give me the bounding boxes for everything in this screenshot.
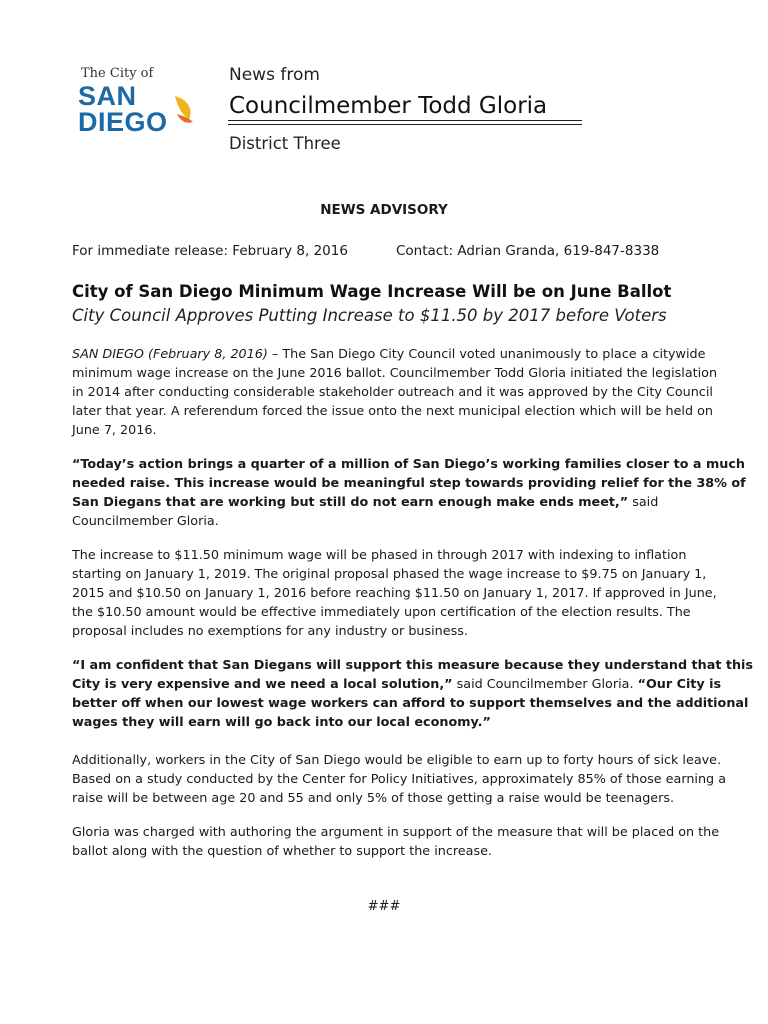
subheadline: City Council Approves Putting Increase to $11.50 by 2017 before Voters xyxy=(72,306,667,325)
release-date: For immediate release: February 8, 2016 xyxy=(72,243,348,259)
news-advisory-title: NEWS ADVISORY xyxy=(320,202,448,218)
paragraph-quote-2 xyxy=(72,656,753,732)
p3-line-3: 2015 and $10.50 on January 1, 2016 before reaching $11.50 on January 1, 2017. If approved in June, xyxy=(72,586,717,601)
p2-line-4: Councilmember Gloria. xyxy=(72,514,219,529)
p2-line-1: “Today’s action brings a quarter of a million of San Diego’s working families closer to a much xyxy=(72,457,745,472)
logo-small-text: The City of xyxy=(81,66,154,81)
p4-line-3: better off when our lowest wage workers can afford to support themselves and the additional xyxy=(72,696,749,711)
logo-line-san: SAN xyxy=(78,81,137,111)
p2-line-3: San Diegans that are working but still do not earn enough make ends meet,” xyxy=(72,495,629,510)
p5-line-1: Additionally, workers in the City of San Diego would be eligible to earn up to forty hours of sick leave. xyxy=(72,753,722,768)
p1-line-5: June 7, 2016. xyxy=(72,423,157,438)
city-of-san-diego-logo xyxy=(78,66,204,142)
p1-line-3: in 2014 after conducting considerable stakeholder outreach and it was approved by the City Council xyxy=(72,385,713,400)
p6-line-1: Gloria was charged with authoring the argument in support of the measure that will be placed on the xyxy=(72,825,720,840)
paragraph-sick-leave xyxy=(72,751,727,808)
p4-line-2b: said Councilmember Gloria. xyxy=(452,677,638,692)
p5-line-2: Based on a study conducted by the Center for Policy Initiatives, approximately 85% of those earning a xyxy=(72,772,727,787)
district-label: District Three xyxy=(229,134,341,153)
news-from-label: News from xyxy=(229,65,320,85)
p4-line-2a: City is very expensive and we need a local solution,” xyxy=(72,677,453,692)
p4-line-2c: “Our City is xyxy=(637,677,722,692)
paragraph-intro xyxy=(72,345,718,440)
logo-line-diego: DIEGO xyxy=(78,107,168,137)
p2-line-2: needed raise. This increase would be meaningful step towards providing relief for the 38% of xyxy=(72,476,746,491)
contact-info: Contact: Adrian Granda, 619-847-8338 xyxy=(396,243,660,259)
dateline: SAN DIEGO (February 8, 2016) xyxy=(72,347,268,362)
p4-line-4: wages they will earn will go back into our local economy.” xyxy=(72,715,491,730)
p1-line-4: later that year. A referendum forced the issue onto the next municipal election which will be held on xyxy=(72,404,713,419)
headline: City of San Diego Minimum Wage Increase Will be on June Ballot xyxy=(72,282,672,301)
header-rule-top xyxy=(228,120,582,121)
p2-said: said xyxy=(628,495,659,510)
p3-line-4: the $10.50 amount would be effective immediately upon certification of the election results. The xyxy=(72,605,691,620)
councilmember-name: Councilmember Todd Gloria xyxy=(229,93,548,119)
sun-sail-icon xyxy=(173,94,197,128)
p5-line-3: raise will be between age 20 and 55 and only 5% of those getting a raise would be teenagers. xyxy=(72,791,675,806)
paragraph-phase-in xyxy=(72,546,717,641)
p3-line-2: starting on January 1, 2019. The original proposal phased the wage increase to $9.75 on January 1, xyxy=(72,567,707,582)
p4-line-1: “I am confident that San Diegans will support this measure because they understand that this xyxy=(72,658,753,673)
p3-line-1: The increase to $11.50 minimum wage will be phased in through 2017 with indexing to inflation xyxy=(72,548,687,563)
header-rule-bottom xyxy=(228,124,582,125)
end-mark: ### xyxy=(367,899,401,914)
paragraph-quote-1 xyxy=(72,455,746,531)
paragraph-argument xyxy=(72,823,720,861)
p1-line-1: – The San Diego City Council voted unanimously to place a citywide xyxy=(267,347,706,362)
p6-line-2: ballot along with the question of whether to support the increase. xyxy=(72,844,492,859)
p3-line-5: proposal includes no exemptions for any industry or business. xyxy=(72,624,468,639)
p1-line-2: minimum wage increase on the June 2016 ballot. Councilmember Todd Gloria initiated the legislation xyxy=(72,366,718,381)
